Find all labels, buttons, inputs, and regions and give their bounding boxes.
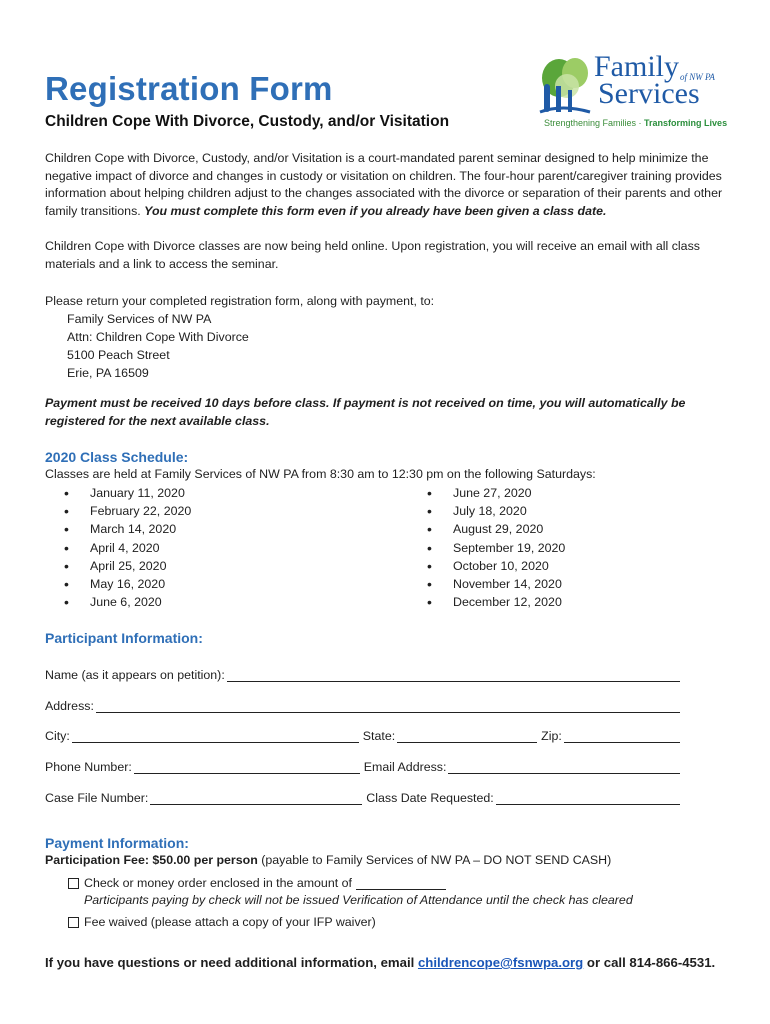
- contact-footer: [45, 955, 715, 970]
- footer-text-2: or call 814-866-4531.: [583, 955, 716, 970]
- schedule-date: • April 4, 2020: [64, 539, 191, 557]
- logo-tagline: [544, 118, 727, 128]
- city-state-zip-row: [45, 725, 680, 743]
- phone-label: Phone Number:: [45, 760, 132, 774]
- fee-note: (payable to Family Services of NW PA – DO NOT SEND CASH): [257, 853, 612, 867]
- tagline-part1: Strengthening Families ·: [544, 118, 645, 128]
- name-field[interactable]: [227, 668, 680, 682]
- address-line: Family Services of NW PA: [67, 312, 212, 326]
- tagline-part2: Transforming Lives: [644, 118, 728, 128]
- address-line: 5100 Peach Street: [67, 348, 170, 362]
- state-field[interactable]: [397, 729, 537, 743]
- schedule-date: • March 14, 2020: [64, 520, 191, 538]
- phone-field[interactable]: [134, 760, 360, 774]
- address-line: Erie, PA 16509: [67, 366, 149, 380]
- payment-heading: Payment Information:: [45, 835, 189, 851]
- city-label: City:: [45, 729, 70, 743]
- class-date-label: Class Date Requested:: [366, 791, 494, 805]
- waiver-option-row: [68, 915, 376, 929]
- logo-region: of NW PA: [680, 72, 715, 82]
- participant-heading: Participant Information:: [45, 630, 203, 646]
- schedule-date: • December 12, 2020: [427, 593, 565, 611]
- page-subtitle: Children Cope With Divorce, Custody, and/or Visitation: [45, 113, 450, 130]
- check-payment-checkbox[interactable]: [68, 878, 79, 889]
- address-field[interactable]: [96, 699, 680, 713]
- schedule-date: • May 16, 2020: [64, 575, 191, 593]
- schedule-date: • January 11, 2020: [64, 484, 191, 502]
- address-label: Address:: [45, 699, 94, 713]
- logo-word-family: Family: [594, 50, 680, 83]
- intro-text: Children Cope with Divorce, Custody, and/or Visitation is a court-mandated parent seminar designed to help minimize the negative impact of divorce and changes in custody or visitation on children. The four-hour parent/caregiver training provides information about helping children adjust to the changes associated with the divorce or separation of their parents and other family transitions.: [45, 151, 723, 218]
- intro-paragraph-1: [45, 150, 725, 220]
- logo-word-services: Services: [598, 77, 700, 110]
- return-address-block: [45, 292, 434, 382]
- payment-deadline-notice: Payment must be received 10 days before class. If payment is not received on time, you will automatically be registered for the next available class.: [45, 396, 686, 428]
- email-field[interactable]: [448, 760, 680, 774]
- case-file-label: Case File Number:: [45, 791, 149, 805]
- footer-text-1: If you have questions or need additional information, email: [45, 955, 418, 970]
- schedule-date: • June 6, 2020: [64, 593, 191, 611]
- schedule-list-left: [64, 484, 191, 611]
- fee-waived-label: Fee waived (please attach a copy of your IFP waiver): [84, 915, 376, 929]
- participation-fee: [45, 853, 611, 867]
- schedule-intro: Classes are held at Family Services of NW PA from 8:30 am to 12:30 pm on the following Saturdays:: [45, 467, 596, 481]
- fee-waived-checkbox[interactable]: [68, 917, 79, 928]
- check-payment-label: Check or money order enclosed in the amount of: [84, 876, 352, 890]
- check-note: Participants paying by check will not be issued Verification of Attendance until the check has cleared: [84, 893, 633, 907]
- schedule-date: • November 14, 2020: [427, 575, 565, 593]
- case-date-row: [45, 787, 680, 805]
- city-field[interactable]: [72, 729, 359, 743]
- schedule-date: • February 22, 2020: [64, 502, 191, 520]
- name-label: Name (as it appears on petition):: [45, 668, 225, 682]
- check-amount-field[interactable]: [356, 876, 446, 890]
- fee-label: Participation Fee: $50.00 per person: [45, 853, 258, 867]
- tree-icon: [540, 58, 590, 112]
- intro-paragraph-2: Children Cope with Divorce classes are now being held online. Upon registration, you will receive an email with all class materials and a link to access the seminar.: [45, 239, 700, 271]
- email-label: Email Address:: [363, 760, 447, 774]
- zip-field[interactable]: [564, 729, 680, 743]
- schedule-date: • August 29, 2020: [427, 520, 565, 538]
- schedule-date: • October 10, 2020: [427, 557, 565, 575]
- address-row: [45, 695, 680, 713]
- contact-email-link[interactable]: childrencope@fsnwpa.org: [417, 955, 584, 970]
- return-intro: Please return your completed registration form, along with payment, to:: [45, 294, 435, 308]
- intro-emphasis: You must complete this form even if you already have been given a class date.: [144, 203, 607, 218]
- schedule-date: • September 19, 2020: [427, 539, 565, 557]
- schedule-list-right: [427, 484, 565, 611]
- name-row: [45, 664, 680, 682]
- phone-email-row: [45, 756, 680, 774]
- schedule-date: • April 25, 2020: [64, 557, 191, 575]
- address-line: Attn: Children Cope With Divorce: [67, 330, 249, 344]
- schedule-heading: 2020 Class Schedule:: [45, 449, 189, 465]
- case-file-field[interactable]: [150, 791, 362, 805]
- state-label: State:: [362, 729, 396, 743]
- check-option-row: [68, 876, 446, 890]
- schedule-date: • June 27, 2020: [427, 484, 565, 502]
- page-title: Registration Form: [45, 70, 333, 107]
- schedule-date: • July 18, 2020: [427, 502, 565, 520]
- zip-label: Zip:: [541, 729, 562, 743]
- class-date-field[interactable]: [496, 791, 680, 805]
